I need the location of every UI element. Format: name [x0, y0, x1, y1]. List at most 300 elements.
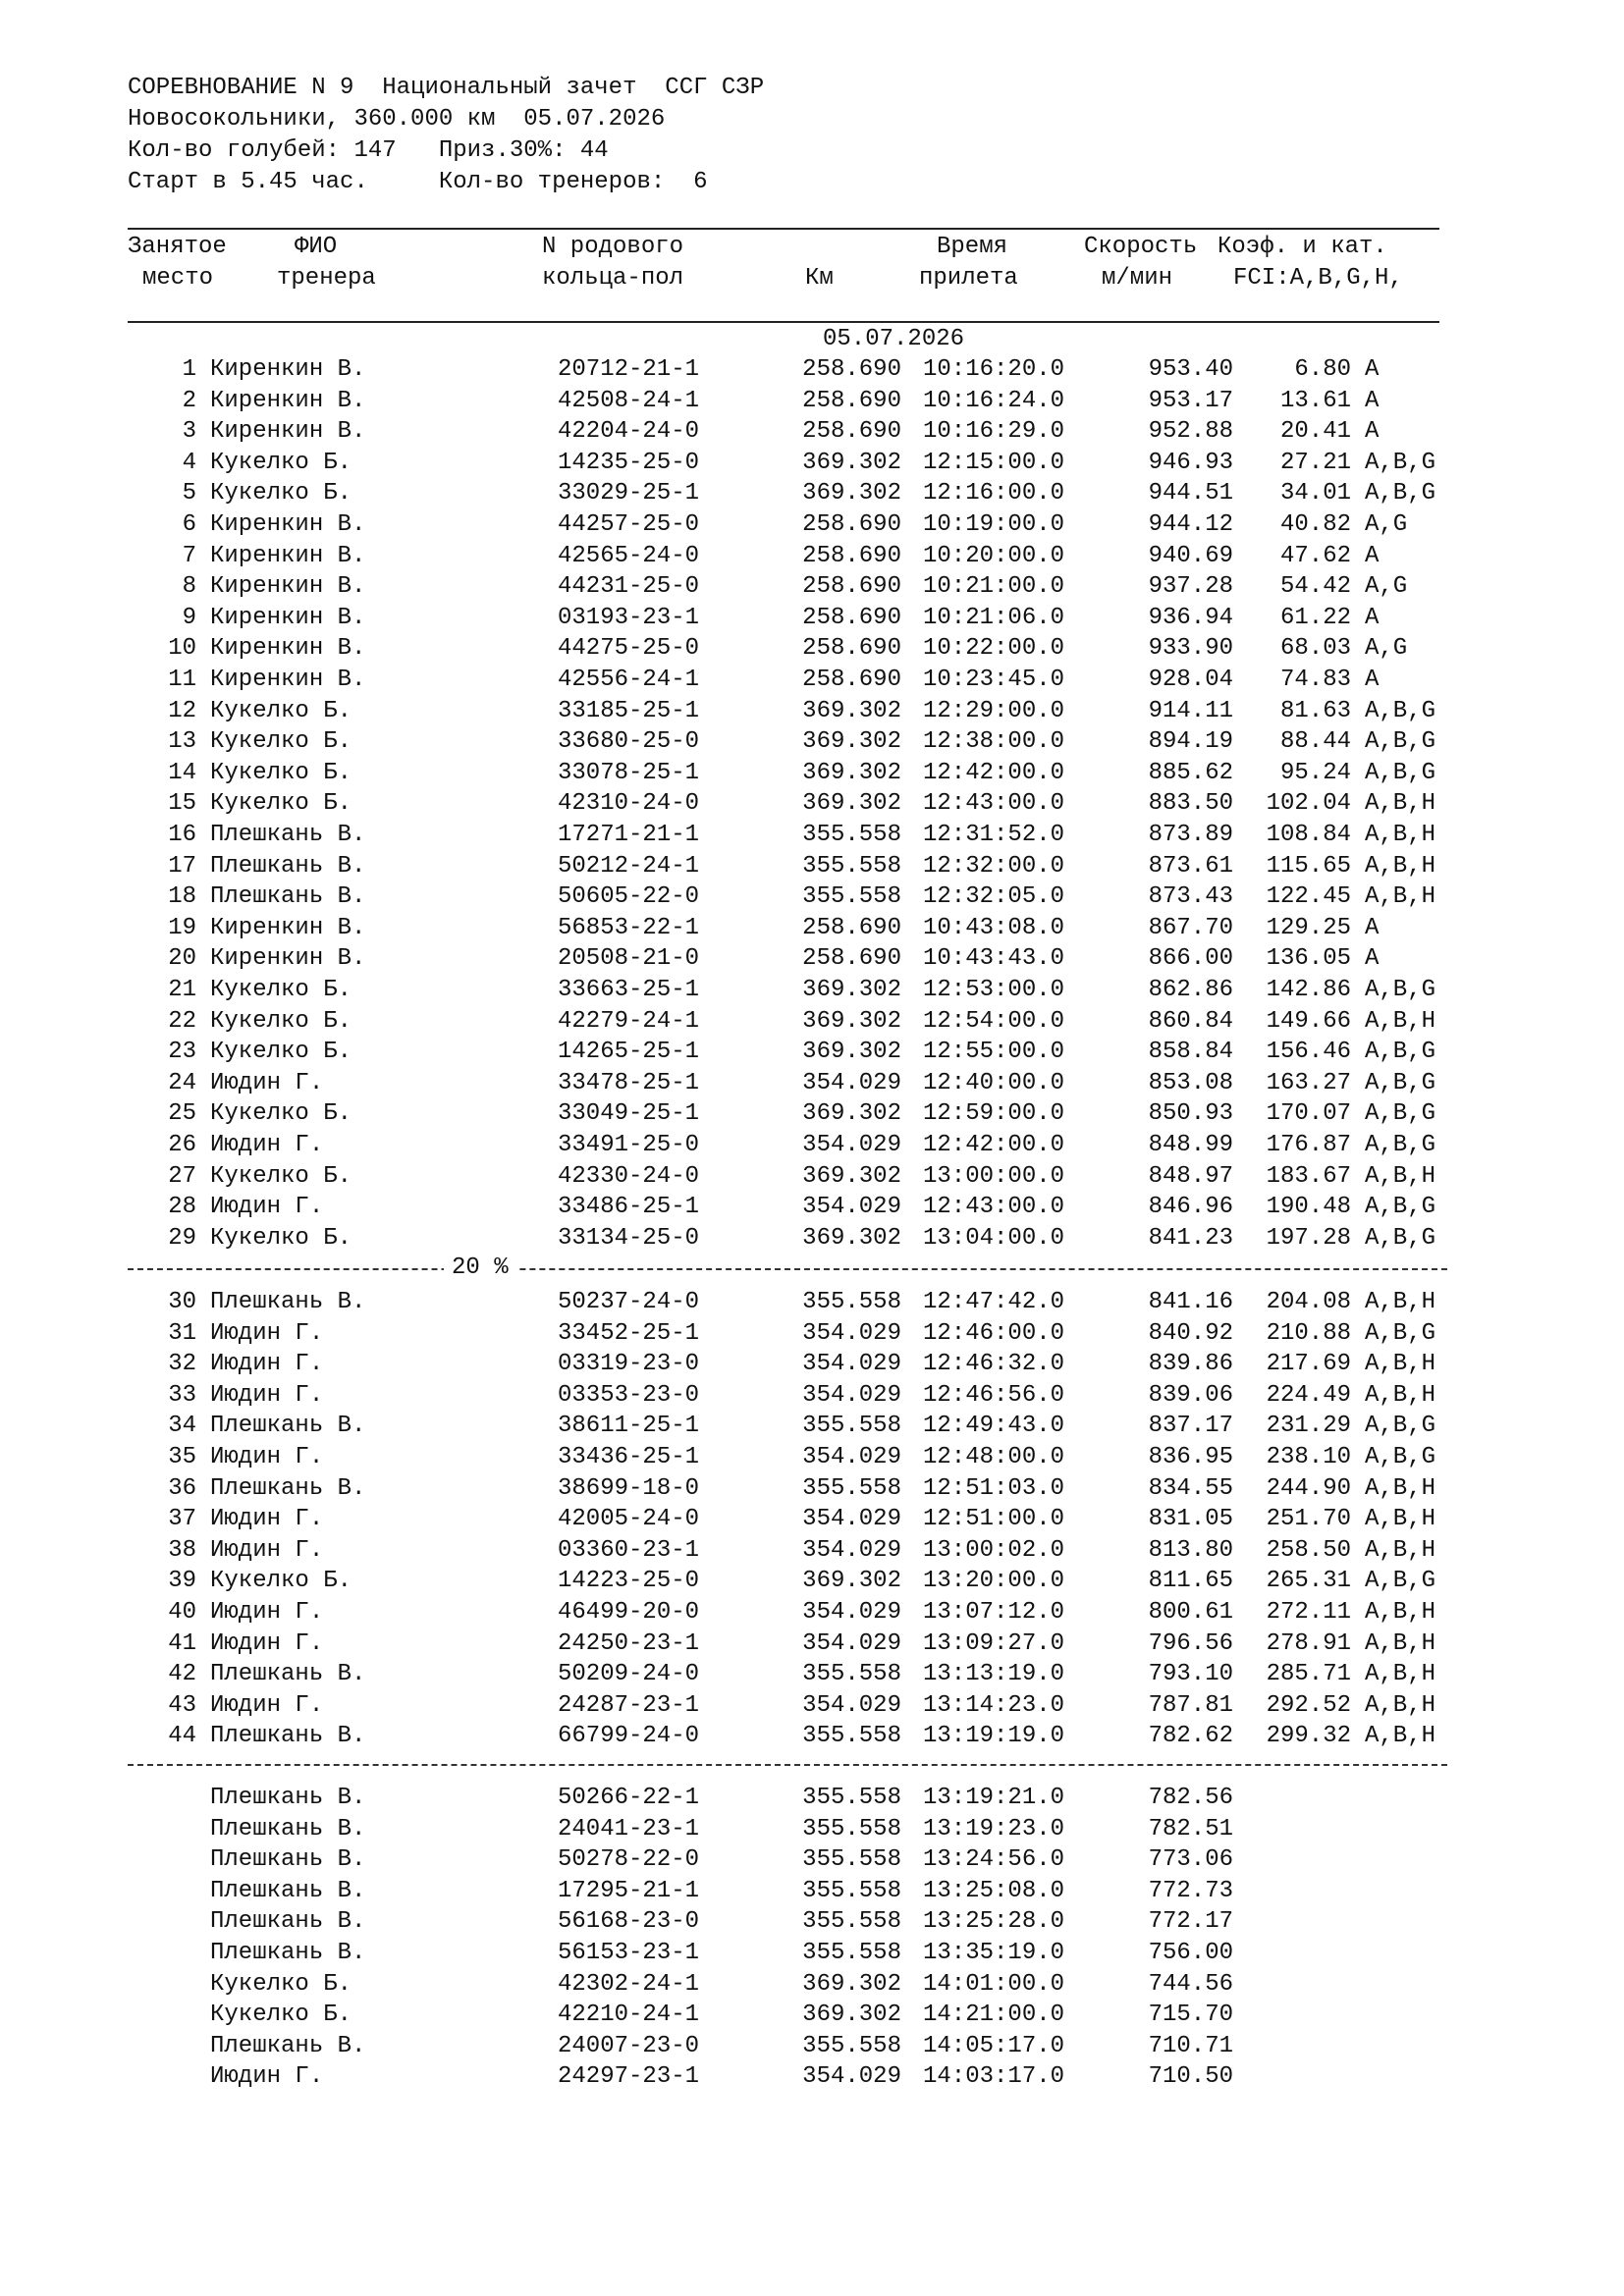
- row-coefficient: 224.49: [1266, 1381, 1351, 1409]
- row-coefficient: 183.67: [1266, 1162, 1351, 1190]
- row-arrival-time: 13:04:00.0: [923, 1224, 1065, 1252]
- row-place: 41: [168, 1629, 196, 1657]
- row-distance: 355.558: [802, 1785, 901, 1811]
- row-ring-number: 46499-20-0: [558, 1599, 700, 1626]
- row-category: A,B,H: [1365, 883, 1436, 911]
- row-distance: 369.302: [802, 2002, 901, 2029]
- col-place-line2: место: [142, 265, 214, 292]
- row-category: A,G: [1365, 635, 1408, 663]
- row-speed: 834.55: [1148, 1474, 1233, 1502]
- row-arrival-time: 14:03:17.0: [923, 2063, 1065, 2091]
- row-arrival-time: 13:24:56.0: [923, 1846, 1065, 1874]
- row-place: 18: [168, 883, 196, 911]
- row-ring-number: 42210-24-1: [558, 2002, 700, 2029]
- row-distance: 355.558: [802, 1940, 901, 1966]
- row-place: 24: [168, 1069, 196, 1096]
- row-ring-number: 42204-24-0: [558, 418, 700, 446]
- row-coefficient: 278.91: [1266, 1629, 1351, 1657]
- row-place: 7: [182, 542, 196, 569]
- row-ring-number: 20712-21-1: [558, 356, 700, 383]
- row-distance: 258.690: [802, 356, 901, 383]
- row-arrival-time: 13:19:21.0: [923, 1785, 1065, 1811]
- row-distance: 369.302: [802, 759, 901, 786]
- row-category: A,B,H: [1365, 822, 1436, 848]
- row-speed: 873.61: [1148, 852, 1233, 880]
- row-category: A,B,H: [1365, 1691, 1436, 1719]
- row-speed: 787.81: [1148, 1691, 1233, 1719]
- row-ring-number: 24250-23-1: [558, 1629, 700, 1657]
- row-trainer-name: Кукелко Б.: [210, 977, 352, 1003]
- row-distance: 355.558: [802, 852, 901, 880]
- row-ring-number: 14235-25-0: [558, 449, 700, 476]
- row-coefficient: 272.11: [1266, 1599, 1351, 1626]
- row-place: 44: [168, 1723, 196, 1750]
- row-category: A,B,G: [1365, 1132, 1436, 1158]
- row-arrival-time: 13:09:27.0: [923, 1629, 1065, 1657]
- row-distance: 258.690: [802, 635, 901, 663]
- row-coefficient: 122.45: [1266, 883, 1351, 911]
- row-ring-number: 33078-25-1: [558, 759, 700, 786]
- row-category: A,B,H: [1365, 1289, 1436, 1315]
- row-coefficient: 74.83: [1279, 667, 1351, 693]
- row-coefficient: 156.46: [1266, 1039, 1351, 1066]
- row-trainer-name: Киренкин В.: [210, 667, 366, 693]
- row-trainer-name: Плешкань В.: [210, 1877, 366, 1904]
- row-speed: 936.94: [1148, 604, 1233, 631]
- col-time-line2: прилета: [919, 265, 1018, 292]
- row-trainer-name: Киренкин В.: [210, 418, 366, 446]
- row-speed: 928.04: [1148, 667, 1233, 693]
- row-place: 38: [168, 1536, 196, 1564]
- row-arrival-time: 12:38:00.0: [923, 728, 1065, 756]
- row-trainer-name: Киренкин В.: [210, 542, 366, 569]
- row-coefficient: 210.88: [1266, 1319, 1351, 1347]
- row-coefficient: 292.52: [1266, 1691, 1351, 1719]
- row-distance: 355.558: [802, 1846, 901, 1874]
- row-ring-number: 33663-25-1: [558, 977, 700, 1003]
- row-place: 25: [168, 1100, 196, 1128]
- row-trainer-name: Июдин Г.: [210, 1132, 324, 1158]
- row-category: A,B,G: [1365, 697, 1436, 724]
- col-name-line2: тренера: [277, 265, 376, 292]
- row-arrival-time: 10:21:00.0: [923, 573, 1065, 601]
- row-speed: 873.89: [1148, 822, 1233, 848]
- row-category: A,G: [1365, 511, 1408, 538]
- race-route-info: Новосокольники, 360.000 км 05.07.2026: [128, 106, 666, 133]
- row-speed: 953.40: [1148, 356, 1233, 383]
- row-ring-number: 50605-22-0: [558, 883, 700, 911]
- row-arrival-time: 13:19:19.0: [923, 1723, 1065, 1750]
- row-distance: 369.302: [802, 1100, 901, 1128]
- col-km: Км: [805, 265, 834, 292]
- row-place: 42: [168, 1661, 196, 1688]
- row-trainer-name: Плешкань В.: [210, 1723, 366, 1750]
- row-arrival-time: 13:14:23.0: [923, 1691, 1065, 1719]
- row-ring-number: 50278-22-0: [558, 1846, 700, 1874]
- row-speed: 772.17: [1148, 1908, 1233, 1936]
- row-speed: 772.73: [1148, 1877, 1233, 1904]
- row-ring-number: 56153-23-1: [558, 1940, 700, 1966]
- row-ring-number: 50209-24-0: [558, 1661, 700, 1688]
- row-ring-number: 42310-24-0: [558, 790, 700, 818]
- row-speed: 782.56: [1148, 1785, 1233, 1811]
- row-arrival-time: 10:20:00.0: [923, 542, 1065, 569]
- row-speed: 710.71: [1148, 2032, 1233, 2059]
- row-category: A,B,G: [1365, 449, 1436, 476]
- row-trainer-name: Плешкань В.: [210, 2032, 366, 2059]
- row-place: 14: [168, 759, 196, 786]
- row-category: A,B,G: [1365, 1444, 1436, 1470]
- row-distance: 354.029: [802, 1506, 901, 1533]
- row-arrival-time: 10:23:45.0: [923, 667, 1065, 693]
- row-distance: 354.029: [802, 1132, 901, 1158]
- row-coefficient: 265.31: [1266, 1568, 1351, 1595]
- row-arrival-time: 12:31:52.0: [923, 822, 1065, 848]
- row-trainer-name: Плешкань В.: [210, 1474, 366, 1502]
- row-place: 33: [168, 1381, 196, 1409]
- col-speed-line2: м/мин: [1102, 265, 1173, 292]
- row-speed: 831.05: [1148, 1506, 1233, 1533]
- row-ring-number: 33680-25-0: [558, 728, 700, 756]
- row-ring-number: 38699-18-0: [558, 1474, 700, 1502]
- row-speed: 944.12: [1148, 511, 1233, 538]
- row-category: A: [1365, 356, 1380, 383]
- row-speed: 782.62: [1148, 1723, 1233, 1750]
- row-ring-number: 33491-25-0: [558, 1132, 700, 1158]
- row-trainer-name: Июдин Г.: [210, 1319, 324, 1347]
- row-speed: 885.62: [1148, 759, 1233, 786]
- row-arrival-time: 10:43:43.0: [923, 945, 1065, 973]
- row-distance: 355.558: [802, 1908, 901, 1936]
- row-trainer-name: Киренкин В.: [210, 914, 366, 941]
- row-distance: 258.690: [802, 945, 901, 973]
- row-trainer-name: Киренкин В.: [210, 511, 366, 538]
- row-place: 8: [182, 573, 196, 601]
- row-place: 15: [168, 790, 196, 818]
- prize-list-end-divider: [128, 1764, 1447, 1766]
- row-speed: 744.56: [1148, 1970, 1233, 1998]
- row-arrival-time: 13:00:02.0: [923, 1536, 1065, 1564]
- row-distance: 369.302: [802, 728, 901, 756]
- row-arrival-time: 12:42:00.0: [923, 1132, 1065, 1158]
- row-speed: 862.86: [1148, 977, 1233, 1003]
- row-ring-number: 03360-23-1: [558, 1536, 700, 1564]
- row-trainer-name: Киренкин В.: [210, 945, 366, 973]
- row-ring-number: 66799-24-0: [558, 1723, 700, 1750]
- row-arrival-time: 12:42:00.0: [923, 759, 1065, 786]
- row-arrival-time: 14:05:17.0: [923, 2032, 1065, 2059]
- row-place: 13: [168, 728, 196, 756]
- row-place: 17: [168, 852, 196, 880]
- row-ring-number: 33452-25-1: [558, 1319, 700, 1347]
- col-time-line1: Время: [937, 234, 1008, 260]
- row-arrival-time: 13:20:00.0: [923, 1568, 1065, 1595]
- row-speed: 715.70: [1148, 2002, 1233, 2029]
- row-category: A,B,G: [1365, 1069, 1436, 1096]
- row-distance: 355.558: [802, 2032, 901, 2059]
- row-arrival-time: 12:53:00.0: [923, 977, 1065, 1003]
- row-trainer-name: Июдин Г.: [210, 1506, 324, 1533]
- row-arrival-time: 12:49:43.0: [923, 1413, 1065, 1440]
- row-coefficient: 115.65: [1266, 852, 1351, 880]
- row-place: 21: [168, 977, 196, 1003]
- row-distance: 355.558: [802, 1289, 901, 1315]
- row-speed: 800.61: [1148, 1599, 1233, 1626]
- row-category: A: [1365, 418, 1380, 446]
- row-place: 9: [182, 604, 196, 631]
- row-ring-number: 33436-25-1: [558, 1444, 700, 1470]
- row-trainer-name: Кукелко Б.: [210, 1039, 352, 1066]
- row-distance: 355.558: [802, 1815, 901, 1842]
- row-distance: 354.029: [802, 1599, 901, 1626]
- row-trainer-name: Плешкань В.: [210, 822, 366, 848]
- row-speed: 866.00: [1148, 945, 1233, 973]
- row-ring-number: 14265-25-1: [558, 1039, 700, 1066]
- row-speed: 853.08: [1148, 1069, 1233, 1096]
- row-trainer-name: Плешкань В.: [210, 1815, 366, 1842]
- row-category: A,B,G: [1365, 1413, 1436, 1440]
- row-distance: 258.690: [802, 667, 901, 693]
- row-category: A: [1365, 667, 1380, 693]
- row-arrival-time: 14:01:00.0: [923, 1970, 1065, 1998]
- row-speed: 773.06: [1148, 1846, 1233, 1874]
- row-place: 39: [168, 1568, 196, 1595]
- row-category: A,B,G: [1365, 1319, 1436, 1347]
- row-arrival-time: 10:43:08.0: [923, 914, 1065, 941]
- row-trainer-name: Плешкань В.: [210, 1661, 366, 1688]
- start-time-info: Старт в 5.45 час. Кол-во тренеров: 6: [128, 169, 708, 195]
- row-arrival-time: 13:07:12.0: [923, 1599, 1065, 1626]
- row-category: A,B,G: [1365, 1100, 1436, 1128]
- row-ring-number: 56168-23-0: [558, 1908, 700, 1936]
- row-ring-number: 44231-25-0: [558, 573, 700, 601]
- row-arrival-time: 13:35:19.0: [923, 1940, 1065, 1966]
- row-place: 10: [168, 635, 196, 663]
- row-ring-number: 44275-25-0: [558, 635, 700, 663]
- row-speed: 840.92: [1148, 1319, 1233, 1347]
- prize-percent-label: 20 %: [444, 1256, 516, 1280]
- row-distance: 355.558: [802, 1413, 901, 1440]
- row-speed: 952.88: [1148, 418, 1233, 446]
- row-distance: 369.302: [802, 1007, 901, 1035]
- row-speed: 894.19: [1148, 728, 1233, 756]
- row-ring-number: 20508-21-0: [558, 945, 700, 973]
- row-ring-number: 42556-24-1: [558, 667, 700, 693]
- row-arrival-time: 10:16:24.0: [923, 387, 1065, 414]
- row-arrival-time: 12:46:32.0: [923, 1351, 1065, 1378]
- row-category: A: [1365, 914, 1380, 941]
- row-category: A,B,H: [1365, 1351, 1436, 1378]
- row-coefficient: 136.05: [1266, 945, 1351, 973]
- row-arrival-time: 12:59:00.0: [923, 1100, 1065, 1128]
- row-speed: 813.80: [1148, 1536, 1233, 1564]
- row-category: A,B,H: [1365, 1599, 1436, 1626]
- row-category: A,B,G: [1365, 977, 1436, 1003]
- row-coefficient: 27.21: [1279, 449, 1351, 476]
- row-speed: 940.69: [1148, 542, 1233, 569]
- row-arrival-time: 12:43:00.0: [923, 1194, 1065, 1221]
- row-trainer-name: Киренкин В.: [210, 356, 366, 383]
- row-speed: 796.56: [1148, 1629, 1233, 1657]
- row-distance: 369.302: [802, 1162, 901, 1190]
- prize-cutoff-divider: [128, 1268, 1447, 1270]
- row-place: 43: [168, 1691, 196, 1719]
- row-trainer-name: Кукелко Б.: [210, 1568, 352, 1595]
- row-place: 37: [168, 1506, 196, 1533]
- row-distance: 258.690: [802, 542, 901, 569]
- row-distance: 354.029: [802, 1319, 901, 1347]
- row-distance: 354.029: [802, 1444, 901, 1470]
- row-distance: 354.029: [802, 1351, 901, 1378]
- row-arrival-time: 13:25:28.0: [923, 1908, 1065, 1936]
- row-place: 3: [182, 418, 196, 446]
- row-trainer-name: Киренкин В.: [210, 387, 366, 414]
- row-distance: 355.558: [802, 1723, 901, 1750]
- row-speed: 839.86: [1148, 1351, 1233, 1378]
- row-coefficient: 68.03: [1279, 635, 1351, 663]
- row-distance: 355.558: [802, 1877, 901, 1904]
- row-arrival-time: 12:47:42.0: [923, 1289, 1065, 1315]
- row-place: 36: [168, 1474, 196, 1502]
- row-trainer-name: Июдин Г.: [210, 1194, 324, 1221]
- row-ring-number: 24041-23-1: [558, 1815, 700, 1842]
- row-distance: 258.690: [802, 387, 901, 414]
- row-arrival-time: 12:40:00.0: [923, 1069, 1065, 1096]
- row-arrival-time: 13:00:00.0: [923, 1162, 1065, 1190]
- row-speed: 836.95: [1148, 1444, 1233, 1470]
- row-ring-number: 24007-23-0: [558, 2032, 700, 2059]
- col-speed-line1: Скорость: [1084, 234, 1198, 260]
- row-trainer-name: Кукелко Б.: [210, 480, 352, 507]
- header-bottom-rule: [128, 321, 1439, 323]
- row-distance: 258.690: [802, 573, 901, 601]
- row-distance: 355.558: [802, 1661, 901, 1688]
- row-ring-number: 42302-24-1: [558, 1970, 700, 1998]
- race-date-label: 05.07.2026: [823, 326, 965, 352]
- row-speed: 946.93: [1148, 449, 1233, 476]
- row-place: 31: [168, 1319, 196, 1347]
- row-trainer-name: Июдин Г.: [210, 2063, 324, 2091]
- row-distance: 369.302: [802, 449, 901, 476]
- row-coefficient: 6.80: [1294, 356, 1351, 383]
- row-ring-number: 33486-25-1: [558, 1194, 700, 1221]
- row-speed: 846.96: [1148, 1194, 1233, 1221]
- row-coefficient: 258.50: [1266, 1536, 1351, 1564]
- row-category: A: [1365, 542, 1380, 569]
- row-place: 32: [168, 1351, 196, 1378]
- row-arrival-time: 12:32:00.0: [923, 852, 1065, 880]
- row-trainer-name: Плешкань В.: [210, 1846, 366, 1874]
- row-category: A,B,H: [1365, 1506, 1436, 1533]
- row-trainer-name: Киренкин В.: [210, 604, 366, 631]
- col-name-line1: ФИО: [295, 234, 338, 260]
- row-category: A,G: [1365, 573, 1408, 601]
- row-ring-number: 33049-25-1: [558, 1100, 700, 1128]
- row-place: 34: [168, 1413, 196, 1440]
- row-ring-number: 42330-24-0: [558, 1162, 700, 1190]
- row-place: 23: [168, 1039, 196, 1066]
- row-coefficient: 285.71: [1266, 1661, 1351, 1688]
- row-coefficient: 176.87: [1266, 1132, 1351, 1158]
- row-coefficient: 231.29: [1266, 1413, 1351, 1440]
- row-ring-number: 33134-25-0: [558, 1224, 700, 1252]
- row-speed: 782.51: [1148, 1815, 1233, 1842]
- row-category: A,B,H: [1365, 1629, 1436, 1657]
- row-coefficient: 170.07: [1266, 1100, 1351, 1128]
- row-ring-number: 50266-22-1: [558, 1785, 700, 1811]
- row-ring-number: 03319-23-0: [558, 1351, 700, 1378]
- row-trainer-name: Кукелко Б.: [210, 697, 352, 724]
- row-category: A,B,H: [1365, 1162, 1436, 1190]
- row-trainer-name: Киренкин В.: [210, 635, 366, 663]
- row-coefficient: 20.41: [1279, 418, 1351, 446]
- row-category: A,B,G: [1365, 728, 1436, 756]
- row-coefficient: 251.70: [1266, 1506, 1351, 1533]
- row-distance: 258.690: [802, 604, 901, 631]
- row-trainer-name: Июдин Г.: [210, 1536, 324, 1564]
- row-category: A,B,H: [1365, 1661, 1436, 1688]
- row-coefficient: 88.44: [1279, 728, 1351, 756]
- row-category: A: [1365, 945, 1380, 973]
- row-place: 22: [168, 1007, 196, 1035]
- row-speed: 883.50: [1148, 790, 1233, 818]
- row-coefficient: 34.01: [1279, 480, 1351, 507]
- row-distance: 369.302: [802, 1970, 901, 1998]
- row-coefficient: 299.32: [1266, 1723, 1351, 1750]
- row-place: 35: [168, 1444, 196, 1470]
- row-category: A,B,H: [1365, 1723, 1436, 1750]
- row-coefficient: 149.66: [1266, 1007, 1351, 1035]
- header-top-rule: [128, 228, 1439, 230]
- row-speed: 867.70: [1148, 914, 1233, 941]
- row-coefficient: 129.25: [1266, 914, 1351, 941]
- row-arrival-time: 10:19:00.0: [923, 511, 1065, 538]
- row-coefficient: 102.04: [1266, 790, 1351, 818]
- row-coefficient: 54.42: [1279, 573, 1351, 601]
- row-arrival-time: 10:16:20.0: [923, 356, 1065, 383]
- row-coefficient: 13.61: [1279, 387, 1351, 414]
- row-speed: 848.99: [1148, 1132, 1233, 1158]
- row-trainer-name: Кукелко Б.: [210, 790, 352, 818]
- row-distance: 258.690: [802, 511, 901, 538]
- row-distance: 354.029: [802, 1069, 901, 1096]
- row-place: 4: [182, 449, 196, 476]
- row-ring-number: 17271-21-1: [558, 822, 700, 848]
- row-speed: 837.17: [1148, 1413, 1233, 1440]
- row-arrival-time: 14:21:00.0: [923, 2002, 1065, 2029]
- row-category: A: [1365, 387, 1380, 414]
- row-trainer-name: Плешкань В.: [210, 852, 366, 880]
- row-distance: 355.558: [802, 1474, 901, 1502]
- row-trainer-name: Плешкань В.: [210, 1785, 366, 1811]
- row-ring-number: 33029-25-1: [558, 480, 700, 507]
- row-trainer-name: Кукелко Б.: [210, 1100, 352, 1128]
- row-distance: 369.302: [802, 1568, 901, 1595]
- row-coefficient: 238.10: [1266, 1444, 1351, 1470]
- row-place: 30: [168, 1289, 196, 1315]
- row-speed: 793.10: [1148, 1661, 1233, 1688]
- row-trainer-name: Июдин Г.: [210, 1351, 324, 1378]
- row-speed: 756.00: [1148, 1940, 1233, 1966]
- row-ring-number: 33478-25-1: [558, 1069, 700, 1096]
- row-distance: 354.029: [802, 1629, 901, 1657]
- row-arrival-time: 12:55:00.0: [923, 1039, 1065, 1066]
- row-trainer-name: Кукелко Б.: [210, 2002, 352, 2029]
- row-trainer-name: Кукелко Б.: [210, 1224, 352, 1252]
- row-speed: 860.84: [1148, 1007, 1233, 1035]
- row-speed: 933.90: [1148, 635, 1233, 663]
- row-arrival-time: 10:21:06.0: [923, 604, 1065, 631]
